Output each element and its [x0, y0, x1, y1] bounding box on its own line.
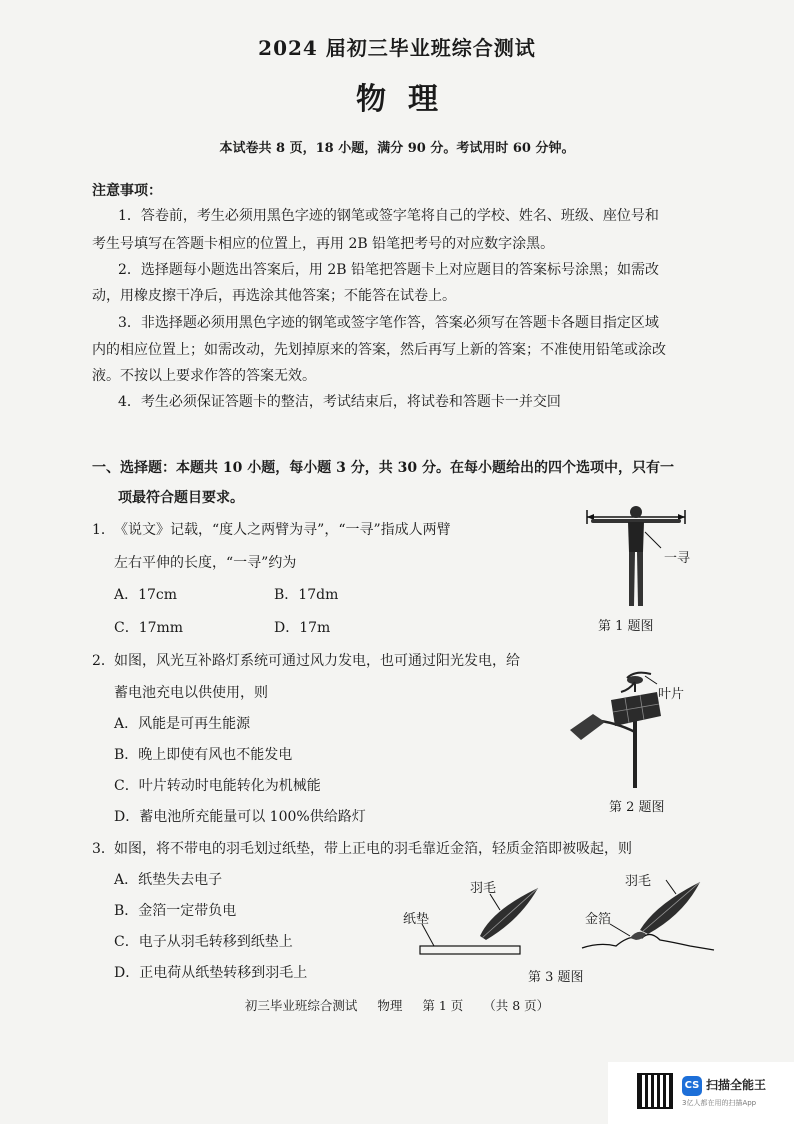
footer-subject: 物理	[377, 998, 403, 1013]
q2-figure-caption: 第 2 题图	[609, 800, 665, 815]
notice-line: 4．考生必须保证答题卡的整洁，考试结束后，将试卷和答题卡一并交回	[118, 394, 561, 410]
q1-option-d: D．17m	[274, 620, 331, 636]
q3-label-feather-right: 羽毛	[625, 874, 652, 889]
q3-label-feather-left: 羽毛	[470, 881, 497, 896]
notice-line: 考生号填写在答题卡相应的位置上，再用 2B 铅笔把考号的对应数字涂黑。	[92, 236, 555, 252]
page-footer	[0, 996, 794, 1014]
q2-stem: 如图，风光互补路灯系统可通过风力发电，也可通过阳光发电，给	[114, 653, 520, 669]
q2-option-c: C．叶片转动时电能转化为机械能	[114, 778, 321, 794]
notice-line: 2．选择题每小题选出答案后，用 2B 铅笔把答题卡上对应题目的答案标号涂黑；如需改	[118, 262, 660, 278]
q2-figure-label: 叶片	[658, 687, 685, 702]
footer-total: （共 8 页）	[483, 998, 550, 1013]
q2-option-a: A．风能是可再生能源	[114, 716, 251, 732]
notice-line: 1．答卷前，考生必须用黑色字迹的钢笔或签字笔将自己的学校、姓名、班级、座位号和	[118, 208, 659, 224]
footer-exam: 初三毕业班综合测试	[244, 998, 358, 1013]
notice-heading: 注意事项：	[92, 183, 162, 199]
q1-stem: 左右平伸的长度，“一寻”约为	[114, 555, 297, 571]
camscanner-logo-icon: CS	[682, 1076, 702, 1096]
q3-option-d: D．正电荷从纸垫转移到羽毛上	[114, 965, 308, 981]
q3-figure-caption: 第 3 题图	[528, 970, 584, 985]
q3-option-a: A．纸垫失去电子	[114, 872, 223, 888]
notice-line: 内的相应位置上；如需改动，先划掉原来的答案，然后再写上新的答案；不准使用铅笔或涂改	[92, 342, 666, 358]
q1-option-a: A．17cm	[114, 587, 178, 603]
q3-option-b: B．金箔一定带负电	[114, 903, 237, 919]
scanner-tagline: 3亿人都在用的扫描App	[682, 1099, 757, 1107]
exam-title: 2024 届初三毕业班综合测试	[258, 36, 536, 60]
q1-figure-label: 一寻	[664, 551, 691, 566]
q3-option-c: C．电子从羽毛转移到纸垫上	[114, 934, 293, 950]
notice-line: 液。不按以上要求作答的答案无效。	[92, 368, 316, 384]
q1-figure-caption: 第 1 题图	[598, 619, 654, 634]
q2-option-b: B．晚上即使有风也不能发电	[114, 747, 293, 763]
q2-option-d: D．蓄电池所充能量可以 100%供给路灯	[114, 809, 366, 825]
q1-stem: 《说文》记载，“度人之两臂为寻”，“一寻”指成人两臂	[114, 522, 451, 538]
q1-number: 1．	[92, 522, 115, 538]
q2-number: 2．	[92, 653, 115, 669]
q3-stem: 如图，将不带电的羽毛划过纸垫，带上正电的羽毛靠近金箔，轻质金箔即被吸起，则	[114, 841, 632, 857]
section-heading-cont: 项最符合题目要求。	[118, 490, 244, 506]
q3-number: 3．	[92, 841, 115, 857]
q3-label-pad: 纸垫	[403, 912, 430, 927]
notice-line: 3．非选择题必须用黑色字迹的钢笔或签字笔作答，答案必须写在答题卡各题目指定区域	[118, 315, 659, 331]
q1-option-b: B．17dm	[274, 587, 339, 603]
exam-info: 本试卷共 8 页，18 小题，满分 90 分。考试用时 60 分钟。	[219, 141, 575, 156]
scanner-app-name: 扫描全能王	[706, 1078, 767, 1092]
qr-code-icon	[637, 1073, 673, 1109]
q1-option-c: C．17mm	[114, 620, 184, 636]
subject-title: 物理	[356, 82, 460, 117]
q3-label-foil: 金箔	[585, 912, 612, 927]
q2-stem: 蓄电池充电以供使用，则	[114, 685, 268, 701]
section-heading: 一、选择题：本题共 10 小题，每小题 3 分，共 30 分。在每小题给出的四个选项中，只有一	[92, 460, 674, 476]
footer-page: 第 1 页	[422, 998, 464, 1013]
notice-line: 动，用橡皮擦干净后，再选涂其他答案；不能答在试卷上。	[92, 288, 456, 304]
